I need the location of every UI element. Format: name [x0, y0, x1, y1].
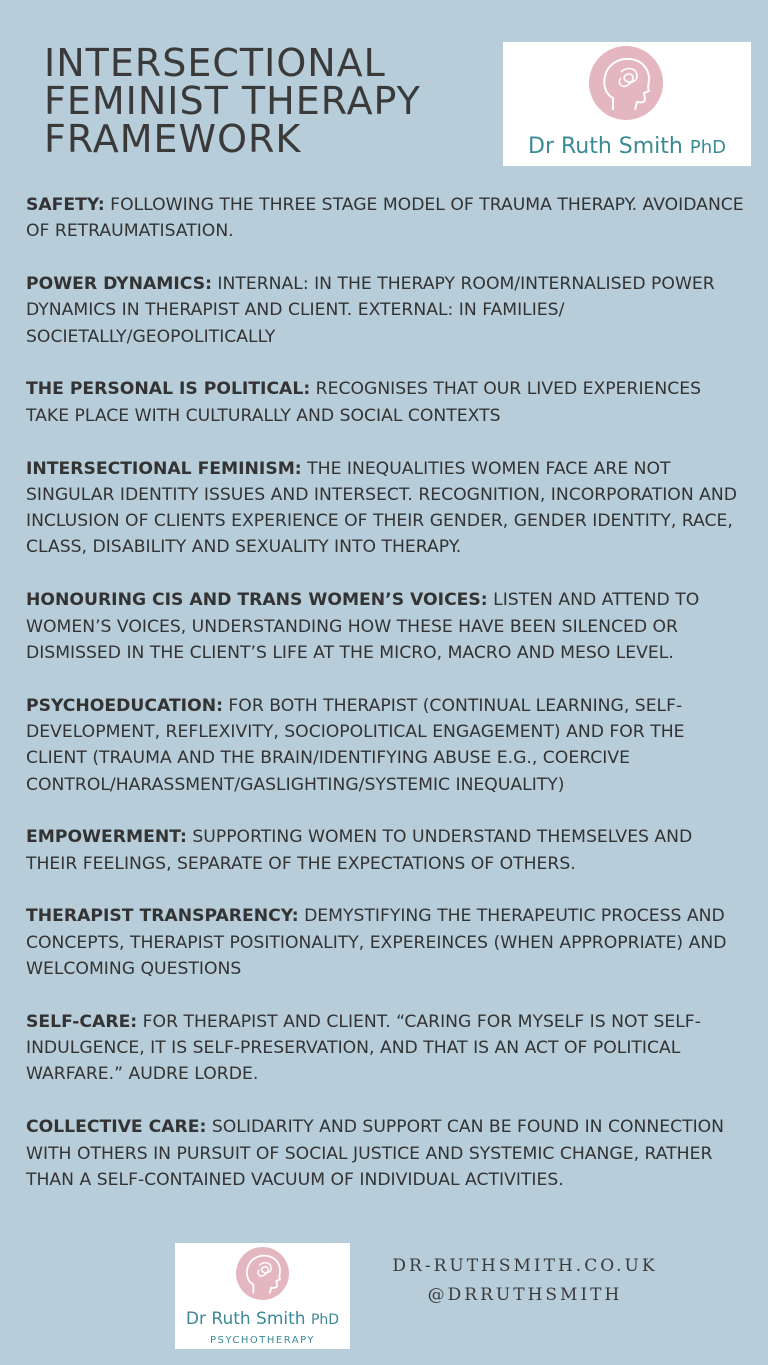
list-item — [26, 456, 746, 561]
list-item — [26, 192, 746, 245]
logo-name: Dr Ruth Smith — [528, 134, 683, 159]
head-profile-icon — [236, 1247, 289, 1300]
item-text: DEMYSTIFYING THE THERAPEUTIC PROCESS AND CONCEPTS, THERAPIST POSITIONALITY, EXPEREINCES (WHEN APPROPRIATE) AND WELCOMING QUESTIONS — [26, 906, 727, 980]
list-item — [26, 693, 746, 798]
item-term: THERAPIST TRANSPARENCY: — [26, 906, 299, 927]
item-text: RECOGNISES THAT OUR LIVED EXPERIENCES TAKE PLACE WITH CULTURALLY AND SOCIAL CONTEXTS — [26, 379, 702, 426]
header-logo — [503, 42, 751, 166]
page-title — [44, 41, 494, 161]
logo-text — [175, 1309, 350, 1329]
item-text: LISTEN AND ATTEND TO WOMEN’S VOICES, UNDERSTANDING HOW THESE HAVE BEEN SILENCED OR DISMISSED IN THE CLIENT’S LIFE AT THE MICRO, MACRO AND MESO LEVEL. — [26, 590, 700, 663]
list-item — [26, 1009, 746, 1088]
list-item — [26, 376, 746, 429]
item-term: THE PERSONAL IS POLITICAL: — [26, 379, 311, 400]
logo-suffix: PhD — [689, 137, 726, 158]
item-text: THE INEQUALITIES WOMEN FACE ARE NOT SINGULAR IDENTITY ISSUES AND INTERSECT. RECOGNITION, INCORPORATION AND INCLUSION OF CLIENTS EXPERIENCE OF THEIR GENDER, GENDER IDENTITY, RACE, CLASS, DISABILITY AND SEXUALITY INTO THERAPY. — [26, 458, 737, 558]
framework-list — [26, 192, 746, 1220]
item-term: POWER DYNAMICS: — [26, 274, 212, 295]
item-term: SELF-CARE: — [26, 1011, 138, 1032]
item-text: FOR BOTH THERAPIST (CONTINUAL LEARNING, SELF-DEVELOPMENT, REFLEXIVITY, SOCIOPOLITICAL ENGAGEMENT) AND FOR THE CLIENT (TRAUMA AND THE BRAIN/IDENTIFYING ABUSE E.G., COERCIVE CONTROL/HARASSMENT/GASLIGHTING/SYSTEMIC INEQUALITY) — [26, 695, 685, 795]
logo-suffix: PhD — [310, 1312, 340, 1328]
logo-name: Dr Ruth Smith — [185, 1309, 306, 1329]
item-term: COLLECTIVE CARE: — [26, 1117, 207, 1138]
item-text: SOLIDARITY AND SUPPORT CAN BE FOUND IN CONNECTION WITH OTHERS IN PURSUIT OF SOCIAL JUSTICE AND SYSTEMIC CHANGE, RATHER THAN A SELF-CONTAINED VACUUM OF INDIVIDUAL ACTIVITIES. — [26, 1117, 725, 1190]
footer-logo — [175, 1243, 350, 1349]
item-text: FOLLOWING THE THREE STAGE MODEL OF TRAUMA THERAPY. AVOIDANCE OF RETRAUMATISATION. — [26, 195, 744, 242]
list-item — [26, 587, 746, 666]
item-text: FOR THERAPIST AND CLIENT. “CARING FOR MYSELF IS NOT SELF-INDULGENCE, IT IS SELF-PRESERVATION, AND THAT IS AN ACT OF POLITICAL WARFARE.” AUDRE LORDE. — [26, 1011, 701, 1085]
list-item — [26, 1114, 746, 1193]
website-link[interactable]: DR-RUTHSMITH.CO.UK — [392, 1256, 658, 1276]
list-item — [26, 903, 746, 982]
logo-subtitle: PSYCHOTHERAPY — [209, 1335, 316, 1346]
social-handle[interactable]: @DRRUTHSMITH — [427, 1285, 623, 1305]
item-text: SUPPORTING WOMEN TO UNDERSTAND THEMSELVES AND THEIR FEELINGS, SEPARATE OF THE EXPECTATIONS OF OTHERS. — [26, 827, 693, 874]
item-term: SAFETY: — [26, 195, 105, 215]
item-text: INTERNAL: IN THE THERAPY ROOM/INTERNALISED POWER DYNAMICS IN THERAPIST AND CLIENT. EXTERNAL: IN FAMILIES/ SOCIETALLY/GEOPOLITICALLY — [26, 274, 715, 347]
title-line: FRAMEWORK — [44, 117, 302, 161]
list-item — [26, 824, 746, 877]
item-term: HONOURING CIS AND TRANS WOMEN’S VOICES: — [26, 590, 488, 611]
list-item — [26, 271, 746, 350]
contact-info — [380, 1252, 670, 1310]
item-term: EMPOWERMENT: — [26, 827, 187, 848]
title-line: INTERSECTIONAL — [44, 41, 386, 85]
logo-text — [503, 134, 751, 159]
title-line: FEMINIST THERAPY — [44, 79, 421, 123]
head-profile-icon — [589, 46, 663, 120]
item-term: PSYCHOEDUCATION: — [26, 695, 223, 716]
item-term: INTERSECTIONAL FEMINISM: — [26, 458, 302, 479]
